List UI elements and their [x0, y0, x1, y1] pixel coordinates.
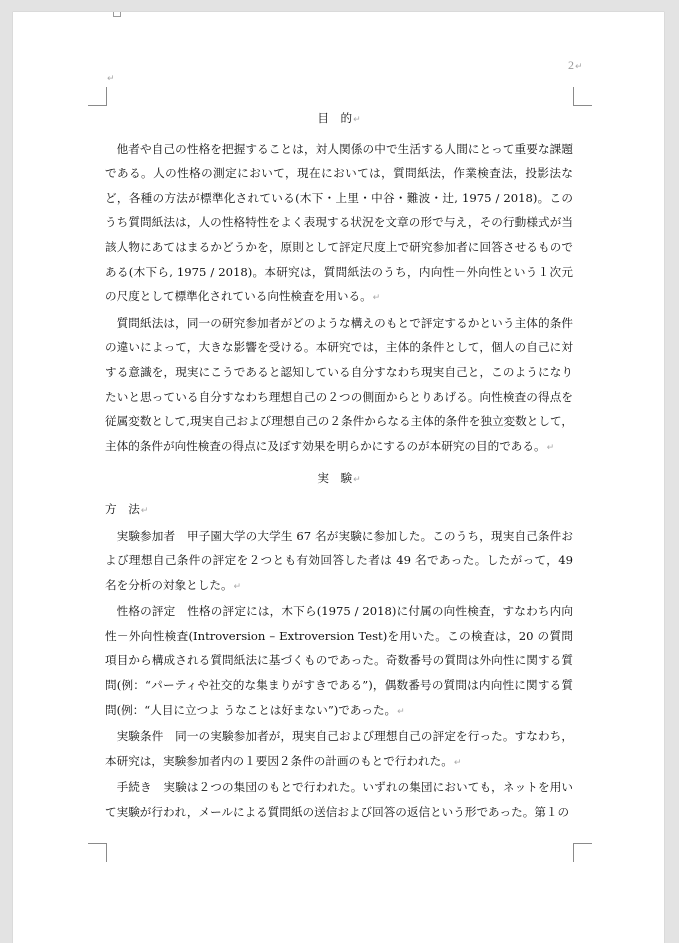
method-heading: 方 法↵ — [105, 501, 149, 516]
paragraph-1: 他者や自己の性格を把握することは，対人関係の中で生活する人間にとって重要な課題である。人の性格の測定において，現在においては，質問紙法，作業検査法，投影法など，各種の方法が標準化されている(木下・上里・中谷・難波・辻, 1975 / 2018)。このうち質問紙法は，人の性格特性をよく表現する状況を文章の形で与え，その行動様式が当該人物にあてはまるかどうかを，原則として評定尺度上で研究参加者に回答させるものである(木下ら, 1975 / 2018)。本研究は，質問紙法のうち，内向性－外向性という１次元の尺度として標準化されている向性検査を用いる。↵ — [105, 141, 573, 304]
paragraph-mark-icon: ↵ — [353, 475, 361, 486]
page-top-marker — [113, 12, 121, 17]
margin-corner-bottom-left — [88, 843, 107, 862]
paragraph-mark-icon: ↵ — [353, 115, 361, 125]
header-paragraph-mark-icon: ↵ — [107, 74, 115, 84]
paragraph-mark-icon: ↵ — [140, 505, 149, 516]
page-number: 2↵ — [568, 58, 583, 72]
paragraph-participants: 実験参加者 甲子園大学の大学生 67 名が実験に参加した。このうち，現実自己条件および理想自己条件の評定を２つとも有効回答した者は 49 名であった。したがって，49 名を分析の対象とした。↵ — [105, 528, 573, 592]
document-page[interactable] — [13, 12, 664, 943]
paragraph-mark-icon: ↵ — [453, 757, 462, 768]
margin-corner-bottom-right — [573, 843, 592, 862]
experiment-heading: 実 験↵ — [317, 471, 361, 486]
paragraph-mark-icon: ↵ — [575, 62, 583, 72]
paragraph-2: 質問紙法は，同一の研究参加者がどのような構えのもとで評定するかという主体的条件の違いによって，大きな影響を受ける。本研究では，主体的条件として，個人の自己に対する意識を，現実にこうであると認知している自分すなわち現実自己と，このようになりたいと思っている自分すなわち理想自己の２つの側面からとりあげる。向性検査の得点を従属変数として,現実自己および理想自己の２条件からなる主体的条件を独立変数として，主体的条件が向性検査の得点に及ぼす効果を明らかにするのが本研究の目的である。↵ — [105, 315, 573, 453]
document-body[interactable] — [105, 106, 573, 825]
margin-corner-top-left — [88, 87, 107, 106]
paragraph-personality-rating: 性格の評定 性格の評定には，木下ら(1975 / 2018)に付属の向性検査，すなわち内向性－外向性検査(Introversion – Extroversion Test)を用いた。この検査は，20 の質問項目から構成される質問紙法に基づくものであった。奇数番号の質問は外向性に関する質問(例：“パーティや社交的な集まりがすきである”)，偶数番号の質問は内向性に関する質問(例：“人目に立つよ うなことは好まない”)であった。↵ — [105, 604, 573, 717]
paragraph-conditions: 実験条件 同一の実験参加者が，現実自己および理想自己の評定を行った。すなわち，本研究は，実験参加者内の１要因２条件の計画のもとで行われた。↵ — [105, 729, 573, 768]
purpose-heading: 目 的↵ — [317, 111, 361, 125]
paragraph-mark-icon: ↵ — [397, 706, 405, 717]
margin-corner-top-right — [573, 87, 592, 106]
paragraph-procedure: 手続き 実験は２つの集団のもとで行われた。いずれの集団においても，ネットを用いて実験が行われ，メールによる質問紙の送信および回答の返信という形であった。第１の — [105, 780, 573, 820]
paragraph-mark-icon: ↵ — [233, 581, 242, 592]
paragraph-mark-icon: ↵ — [372, 293, 381, 304]
paragraph-mark-icon: ↵ — [546, 442, 555, 453]
